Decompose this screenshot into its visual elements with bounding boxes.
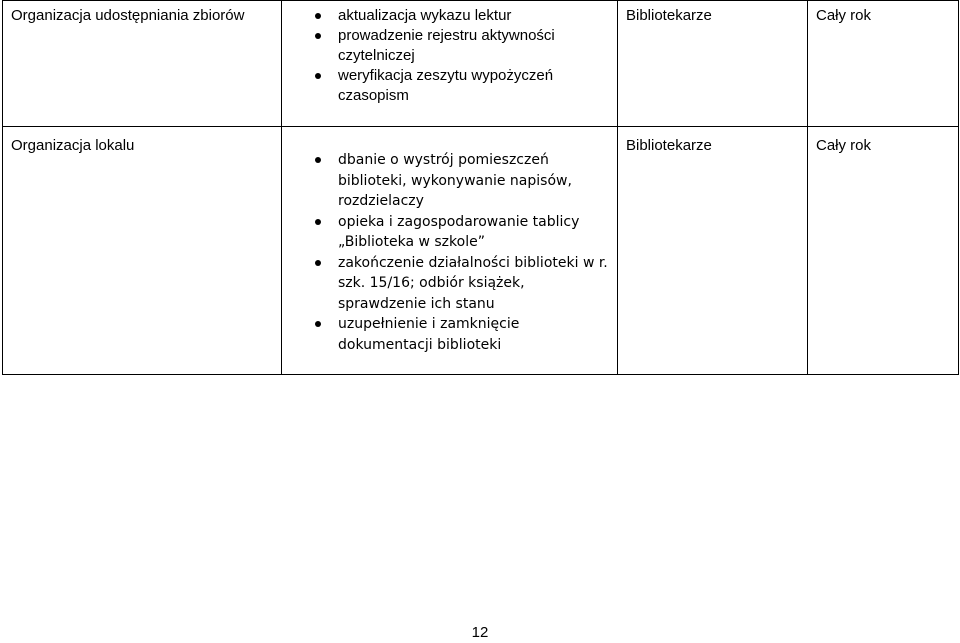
list-item-text: prowadzenie rejestru aktywności czytelniczej <box>338 27 555 64</box>
responsible-cell <box>618 127 808 375</box>
responsible-label: Bibliotekarze <box>626 137 712 154</box>
term-cell <box>808 127 959 375</box>
task-label: Organizacja lokalu <box>11 137 135 154</box>
bullet-icon <box>315 13 321 19</box>
list-item-text: uzupełnienie i zamknięcie dokumentacji biblioteki <box>338 316 520 353</box>
list-item <box>282 253 617 315</box>
list-item <box>282 212 617 253</box>
list-item <box>282 314 617 355</box>
list-item-text: opieka i zagospodarowanie tablicy „Biblioteka w szkole” <box>338 213 580 250</box>
list-item-text: dbanie o wystrój pomieszczeń biblioteki, wykonywanie napisów, rozdzielaczy <box>338 152 572 209</box>
list-item-text: aktualizacja wykazu lektur <box>338 7 512 24</box>
bullet-icon <box>315 219 321 225</box>
task-cell <box>3 127 282 375</box>
list-item <box>282 66 617 106</box>
task-cell <box>3 1 282 127</box>
task-label: Organizacja udostępniania zbiorów <box>11 7 245 24</box>
table-row <box>3 1 959 127</box>
bullet-icon <box>315 321 321 327</box>
list-item <box>282 6 617 26</box>
responsible-cell <box>618 1 808 127</box>
term-label: Cały rok <box>816 137 872 154</box>
details-cell <box>282 127 618 375</box>
details-list <box>282 1 617 106</box>
list-item-text: zakończenie działalności biblioteki w r. szk. 15/16; odbiór książek, sprawdzenie ich stanu <box>338 254 608 312</box>
list-item <box>282 26 617 66</box>
page-number: 12 <box>471 624 489 641</box>
table-row <box>3 127 959 375</box>
responsible-label: Bibliotekarze <box>626 7 712 24</box>
list-item-text: weryfikacja zeszytu wypożyczeń czasopism <box>338 67 554 104</box>
bullet-icon <box>315 157 321 163</box>
bullet-icon <box>315 33 321 39</box>
term-label: Cały rok <box>816 7 872 24</box>
bullet-icon <box>315 73 321 79</box>
details-list <box>282 127 617 355</box>
details-cell <box>282 1 618 127</box>
activity-plan-table <box>2 0 959 375</box>
list-item <box>282 150 617 212</box>
bullet-icon <box>315 260 321 266</box>
term-cell <box>808 1 959 127</box>
